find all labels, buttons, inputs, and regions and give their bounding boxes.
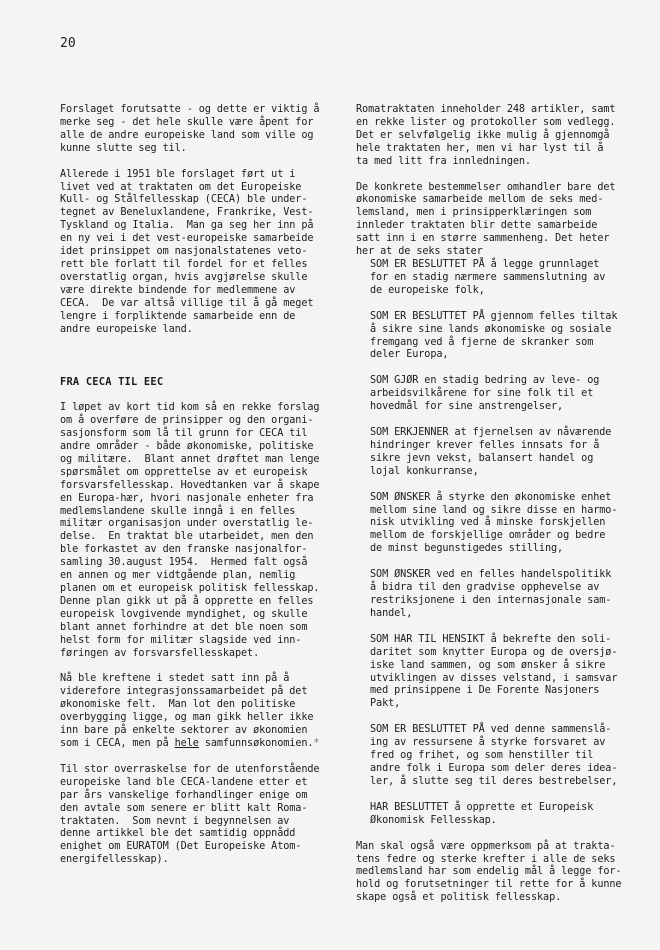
underlined-word: hele [174, 737, 199, 749]
page-number: 20 [60, 36, 76, 51]
paragraph: De konkrete bestemmelser omhandler bare det økonomiske samarbeide mellom de seks med- lemsland, men i prinsipperklæringen som innleder traktaten blir dette samarbeide satt inn i en større sammenheng. Det heter her at de seks stater [356, 181, 616, 258]
treaty-clause: SOM ERKJENNER at fjernelsen av nåværende hindringer krever felles innsats for å sikre jevn vekst, balansert handel og lojal konkurranse, [370, 427, 612, 477]
right-column [356, 104, 628, 905]
treaty-clause: SOM ØNSKER ved en felles handelspolitikk å bidra til den gradvise opphevelse av restriksjonene i den internasjonale sam- handel, [370, 569, 612, 619]
paragraph: Man skal også være oppmerksom på at trakta- tens fedre og sterke krefter i alle de seks medlemsland har som endelig mål å legge for- hold og forutsetninger til rette for å kunne skape også et politisk fellesskap. [356, 840, 622, 904]
paragraph-text: Nå ble kreftene i stedet satt inn på å viderefore integrasjonssamarbeidet på det økonomiske felt. Man lot den politiske overbygging ligge, og man gikk heller ikke inn bare på enkelte sektorer av økonomien som i CECA, men på [60, 673, 314, 749]
treaty-clause: SOM HAR TIL HENSIKT å bekrefte den soli- daritet som knytter Europa og de oversjø- iske land sammen, og som ønsker å sikre utviklingen av disses velstand, i samsvar med prinsippene i De Forente Nasjoners Pakt, [370, 633, 618, 710]
treaty-clause: HAR BESLUTTET å opprette et Europeisk Økonomisk Fellesskap. [370, 801, 594, 826]
section-heading: FRA CECA TIL EEC [60, 376, 164, 389]
margin-mark: * [313, 737, 320, 749]
paragraph-text: samfunnsøkonomien. [198, 737, 314, 749]
paragraph [60, 673, 332, 750]
paragraph: Til stor overraskelse for de utenforstående europeiske land ble CECA-landene etter et par års vanskelige forhandlinger enige om den avtale som senere er blitt kalt Roma- traktaten. Som nevnt i begynnelsen av denne artikkel ble det samtidig oppnådd enighet om EURATOM (Det Europeiske Atom- energifellesskap). [60, 763, 320, 866]
treaty-clause: SOM GJØR en stadig bedring av leve- og arbeidsvilkårene for sine folk til et hovedmål for sine anstrengelser, [370, 375, 600, 413]
paragraph: Romatraktaten inneholder 248 artikler, samt en rekke lister og protokoller som vedlegg. Det er selvfølgelig ikke mulig å gjennomgå hele traktaten her, men vi har lyst til å ta med litt fra innledningen. [356, 104, 616, 167]
left-column [60, 104, 332, 867]
paragraph: Forslaget forutsatte - og dette er viktig å merke seg - det hele skulle være åpent for alle de andre europeiske land som ville og kunne slutte seg til. [60, 104, 320, 154]
treaty-clause: SOM ØNSKER å styrke den økonomiske enhet mellom sine land og sikre disse en harmo- nisk utvikling ved å minske forskjellen mellom de forskjellige områder og bedre de minst begunstigedes stilling, [370, 491, 618, 555]
treaty-clause: SOM ER BESLUTTET PÅ ved denne sammenslå- ing av ressursene å styrke forsvaret av fred og frihet, og som henstiller til andre folk i Europa som deler deres idea- ler, å slutte seg til deres bestrebelser, [370, 724, 618, 787]
treaty-clause: SOM ER BESLUTTET PÅ å legge grunnlaget for en stadig nærmere sammenslutning av de europeiske folk, [370, 258, 606, 296]
paragraph: Allerede i 1951 ble forslaget ført ut i livet ved at traktaten om det Europeiske Kull- og Stålfellesskap (CECA) ble under- tegnet av Beneluxlandene, Frankrike, Vest- Tyskland og Italia. Man ga seg her inn på en ny vei i det vest-europeiske samarbeide idet prinsippet om nasjonalstatenes veto- rett ble forlatt til fordel for et felles overstatlig organ, hvis avgjørelse skulle være direkte bindende for medlemmene av CECA. De var altså villige til å gå meget lengre i forpliktende samarbeide enn de andre europeiske land. [60, 168, 314, 335]
treaty-clause: SOM ER BESLUTTET PÅ gjennom felles tiltak å sikre sine lands økonomiske og sosiale fremgang ved å fjerne de skranker som deler Europa, [370, 310, 618, 361]
paragraph: I løpet av kort tid kom så en rekke forslag om å overføre de prinsipper og den organi- sasjonsform som lå til grunn for CECA til andre områder - både økonomiske, politiske og militære. Blant annet drøftet man lenge spørsmålet om opprettelse av et europeisk forsvarsfellesskap. Hovedtanken var å skape en Europa-hær, hvori nasjonale enheter fra medlemslandene skulle inngå i en felles militær organisasjon under overstatlig le- delse. En traktat ble utarbeidet, men den ble forkastet av den franske nasjonalfor- samling 30.august 1954. Hermed falt også en annen og mer vidtgående plan, nemlig planen om et europeisk politisk fellesskap. Denne plan gikk ut på å opprette en felles europeisk lovgivende myndighet, og skulle blant annet forhindre at det ble noen som helst form for militær slagside ved inn- føringen av forsvarsfellesskapet. [60, 402, 320, 659]
